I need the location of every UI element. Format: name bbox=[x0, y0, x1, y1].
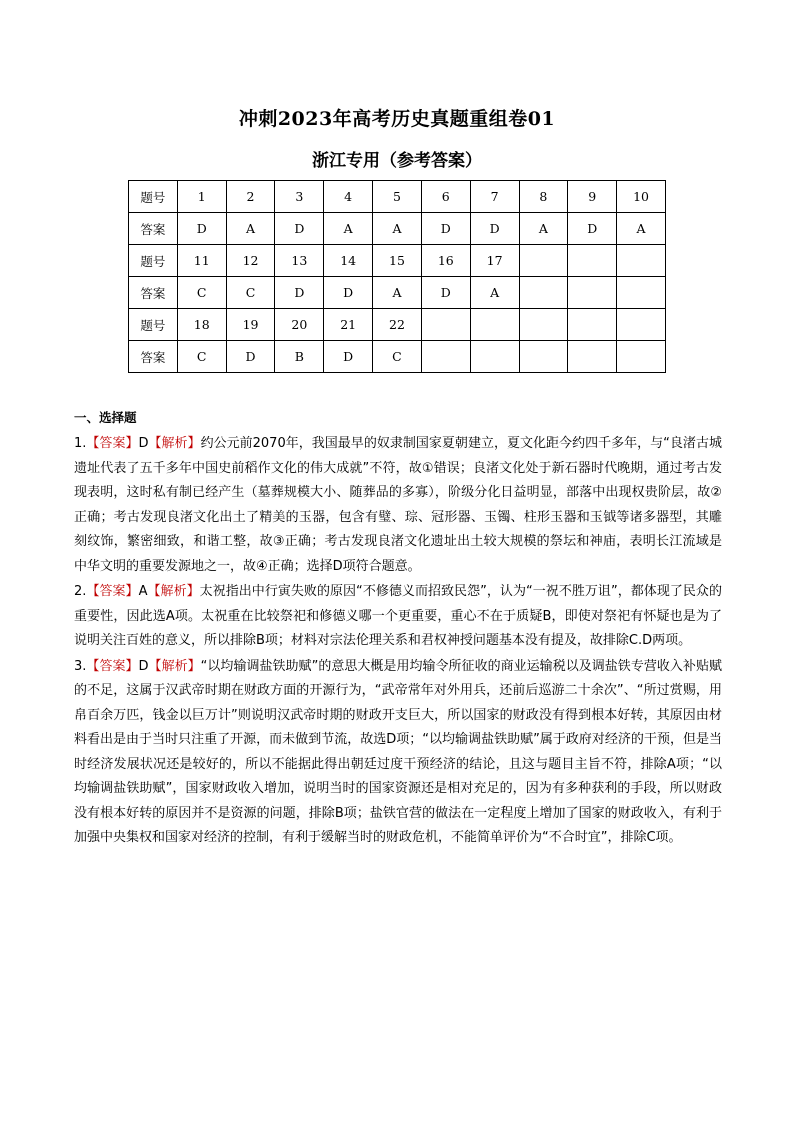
table-cell: A bbox=[470, 277, 519, 309]
table-cell: 19 bbox=[226, 309, 275, 341]
table-cell bbox=[519, 245, 568, 277]
table-cell bbox=[568, 309, 617, 341]
page-title: 冲刺2023年高考历史真题重组卷01 bbox=[238, 108, 556, 130]
table-cell: A bbox=[373, 277, 422, 309]
explanation-item-2 bbox=[74, 580, 722, 654]
table-cell: C bbox=[177, 277, 226, 309]
table-cell: C bbox=[177, 341, 226, 373]
table-row-header: 题号 bbox=[129, 181, 178, 213]
explanation-item-1 bbox=[74, 432, 722, 579]
table-cell: 6 bbox=[421, 181, 470, 213]
table-cell bbox=[617, 245, 666, 277]
table-cell: 8 bbox=[519, 181, 568, 213]
table-cell: 4 bbox=[324, 181, 373, 213]
table-cell bbox=[421, 309, 470, 341]
table-cell: 13 bbox=[275, 245, 324, 277]
table-cell bbox=[519, 277, 568, 309]
table-cell: A bbox=[373, 213, 422, 245]
answer-letter: A bbox=[138, 584, 148, 599]
table-cell bbox=[617, 309, 666, 341]
table-row-header: 答案 bbox=[129, 213, 178, 245]
table-cell: D bbox=[421, 213, 470, 245]
table-cell: 3 bbox=[275, 181, 324, 213]
table-cell: 1 bbox=[177, 181, 226, 213]
table-cell: 15 bbox=[373, 245, 422, 277]
table-cell bbox=[470, 341, 519, 373]
table-row bbox=[129, 309, 666, 341]
table-cell: A bbox=[324, 213, 373, 245]
table-cell: 16 bbox=[421, 245, 470, 277]
table-cell bbox=[519, 309, 568, 341]
analysis-tag: 【解析】 bbox=[148, 658, 201, 674]
table-row-header: 答案 bbox=[129, 341, 178, 373]
table-cell: 9 bbox=[568, 181, 617, 213]
table-cell: D bbox=[226, 341, 275, 373]
table-cell: 18 bbox=[177, 309, 226, 341]
table-cell bbox=[617, 277, 666, 309]
explanations bbox=[74, 432, 722, 852]
table-row-header: 答案 bbox=[129, 277, 178, 309]
table-row-header: 题号 bbox=[129, 245, 178, 277]
page-subtitle: 浙江专用（参考答案） bbox=[312, 151, 482, 171]
table-cell: D bbox=[568, 213, 617, 245]
answer-tag: 【答案】 bbox=[86, 658, 139, 674]
answer-letter: D bbox=[138, 436, 149, 451]
table-cell bbox=[519, 341, 568, 373]
table-cell: B bbox=[275, 341, 324, 373]
item-number: 3. bbox=[74, 658, 87, 674]
table-cell: 20 bbox=[275, 309, 324, 341]
analysis-tag: 【解析】 bbox=[147, 584, 200, 599]
table-cell: 5 bbox=[373, 181, 422, 213]
item-number: 2. bbox=[74, 584, 87, 599]
answer-tag: 【答案】 bbox=[86, 584, 139, 599]
table-row bbox=[129, 245, 666, 277]
table-cell: 10 bbox=[617, 181, 666, 213]
table-cell: D bbox=[275, 277, 324, 309]
table-row bbox=[129, 213, 666, 245]
table-row bbox=[129, 181, 666, 213]
table-cell: 12 bbox=[226, 245, 275, 277]
item-number: 1. bbox=[74, 436, 87, 451]
table-cell: 17 bbox=[470, 245, 519, 277]
table-cell: D bbox=[470, 213, 519, 245]
table-cell: C bbox=[226, 277, 275, 309]
answer-table bbox=[128, 180, 666, 373]
table-row-header: 题号 bbox=[129, 309, 178, 341]
answer-letter: D bbox=[138, 658, 149, 674]
table-cell: C bbox=[373, 341, 422, 373]
table-cell: 14 bbox=[324, 245, 373, 277]
table-cell: D bbox=[324, 341, 373, 373]
explanation-item-3 bbox=[74, 655, 722, 851]
table-cell: A bbox=[519, 213, 568, 245]
table-cell: D bbox=[275, 213, 324, 245]
table-cell: 11 bbox=[177, 245, 226, 277]
analysis-tag: 【解析】 bbox=[148, 436, 201, 451]
table-cell bbox=[470, 309, 519, 341]
analysis-text: “以均输调盐铁助赋”的意思大概是用均输令所征收的商业运输税以及调盐铁专营收入补贴赋的不足，这属于汉武帝时期在财政方面的开源行为，“武帝常年对外用兵，还前后巡游二十余次”、“所过赏赐，用帛百余万匹，钱金以巨万计”则说明汉武帝时期的财政开支巨大，所以国家的财政没有得到根本好转，其原因由材料看出是由于当时只注重了开源，而未做到节流，故选D项；“以均输调盐铁助赋”属于政府对经济的干预，但是当时经济发展状况还是较好的，所以不能据此得出朝廷过度干预经济的结论，且这与题目主旨不符，排除A项；“以均输调盐铁助赋”，国家财政收入增加，说明当时的国家资源还是相对充足的，因为有多种获利的手段，所以财政没有根本好转的原因并不是资源的问题，排除B项；盐铁官营的做法在一定程度上增加了国家的财政收入，有利于加强中央集权和国家对经济的控制，有利于缓解当时的财政危机，不能简单评价为“不合时宜”，排除C项。 bbox=[74, 658, 722, 845]
table-cell: 22 bbox=[373, 309, 422, 341]
table-cell bbox=[617, 341, 666, 373]
table-row bbox=[129, 341, 666, 373]
table-cell: A bbox=[617, 213, 666, 245]
table-cell: D bbox=[177, 213, 226, 245]
table-cell: 2 bbox=[226, 181, 275, 213]
answer-tag: 【答案】 bbox=[86, 436, 139, 451]
table-cell bbox=[568, 245, 617, 277]
table-cell bbox=[568, 341, 617, 373]
table-cell bbox=[421, 341, 470, 373]
table-cell: 7 bbox=[470, 181, 519, 213]
table-cell: D bbox=[421, 277, 470, 309]
table-row bbox=[129, 277, 666, 309]
table-cell: D bbox=[324, 277, 373, 309]
analysis-text: 太祝指出中行寅失败的原因“不修德义而招致民怨”，认为“一祝不胜万诅”，都体现了民众的重要性，因此选A项。太祝重在比较祭祀和修德义哪一个更重要，重心不在于质疑B，即使对祭祀有怀疑也是为了说明关注百姓的意义，所以排除B项；材料对宗法伦理关系和君权神授问题基本没有提及，故排除C.D两项。 bbox=[74, 584, 722, 648]
table-cell bbox=[568, 277, 617, 309]
analysis-text: 约公元前2070年，我国最早的奴隶制国家夏朝建立，夏文化距今约四千多年，与“良渚古城遗址代表了五千多年中国史前稻作文化的伟大成就”不符，故①错误；良渚文化处于新石器时代晚期，通过考古发现表明，这时私有制已经产生（墓葬规模大小、随葬品的多寡），阶级分化日益明显，部落中出现权贵阶层，故②正确；考古发现良渚文化出土了精美的玉器，包含有璧、琮、冠形器、玉镯、柱形玉器和玉钺等诸多器型，其雕刻纹饰，繁密细致，和谐工整，故③正确；考古发现良渚文化遗址出土较大规模的祭坛和神庙，表明长江流域是中华文明的重要发源地之一，故④正确；选择D项符合题意。 bbox=[74, 436, 722, 574]
table-cell: 21 bbox=[324, 309, 373, 341]
section-title: 一、选择题 bbox=[74, 410, 137, 425]
table-cell: A bbox=[226, 213, 275, 245]
